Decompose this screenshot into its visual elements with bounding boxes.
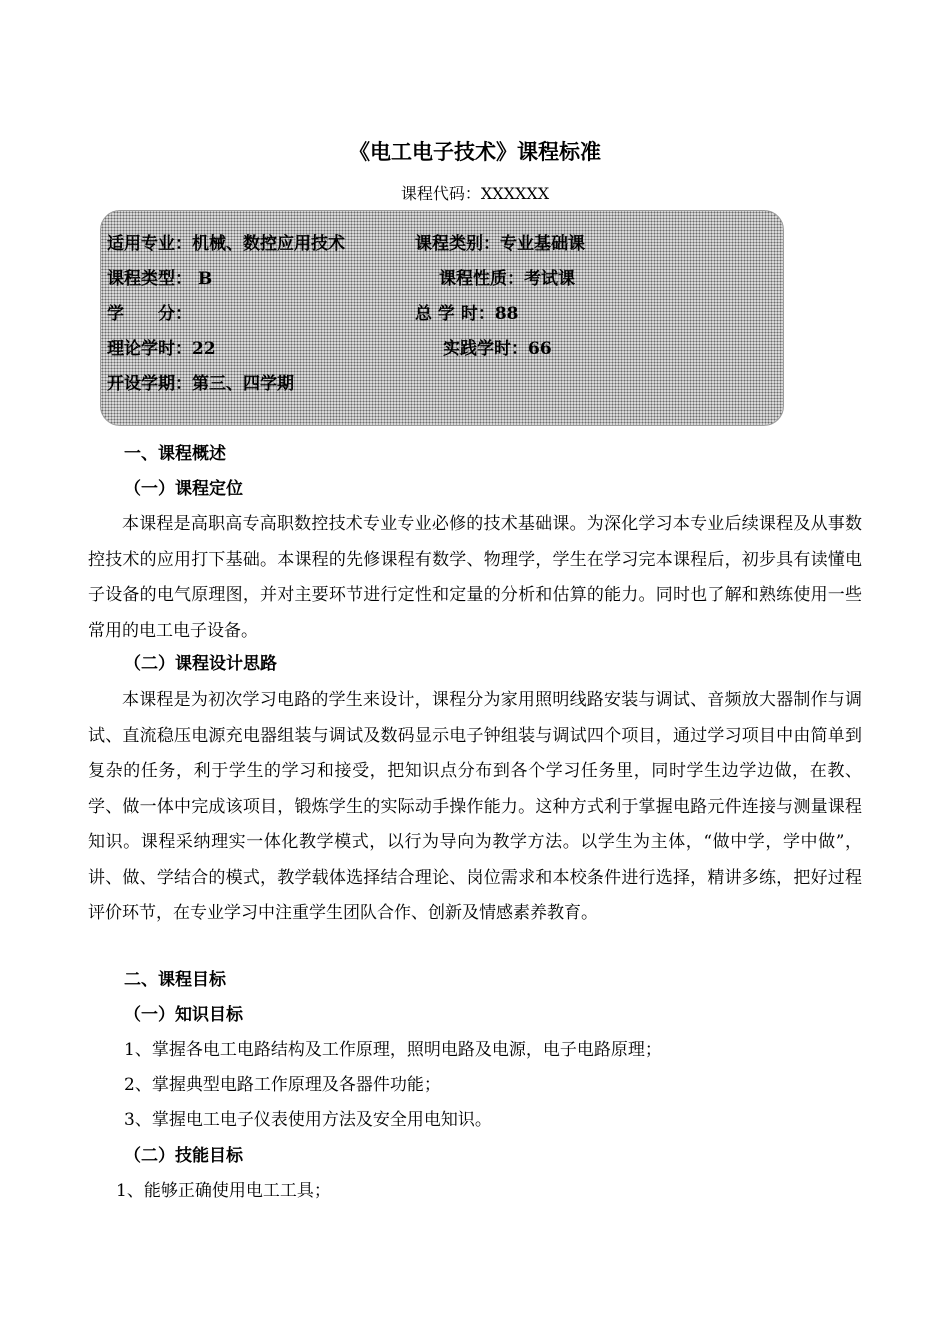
info-category: 课程类别：专业基础课: [415, 234, 585, 254]
info-row-4: [101, 335, 784, 363]
design-paragraph: 本课程是为初次学习电路的学生来设计，课程分为家用照明线路安装与调试、音频放大器制作与调试、直流稳压电源充电器组装与调试及数码显示电子钟组装与调试四个项目，通过学习项目中由简单到复杂的任务，利于学生的学习和接受，把知识点分布到各个学习任务里，同时学生边学边做，在教、学、做一体中完成该项目，锻炼学生的实际动手操作能力。这种方式利于掌握电路元件连接与测量课程知识。课程采纳理实一体化教学模式，以行为导向为教学方法。以学生为主体，“做中学，学中做”，讲、做、学结合的模式，教学载体选择结合理论、岗位需求和本校条件进行选择，精讲多练，把好过程评价环节，在专业学习中注重学生团队合作、创新及情感素养教育。: [88, 690, 862, 923]
info-row-2: [101, 265, 784, 293]
info-semester: 开设学期：第三、四学期: [107, 374, 294, 394]
info-row-5: [101, 370, 784, 398]
info-row-1: [101, 230, 784, 258]
course-info-box: [100, 210, 784, 426]
section-overview-heading: 一、课程概述: [124, 444, 226, 464]
positioning-paragraph: 本课程是高职高专高职数控技术专业专业必修的技术基础课。为深化学习本专业后续课程及从事数控技术的应用打下基础。本课程的先修课程有数学、物理学，学生在学习完本课程后，初步具有读懂电子设备的电气原理图，并对主要环节进行定性和定量的分析和估算的能力。同时也了解和熟练使用一些常用的电工电子设备。: [88, 514, 862, 641]
document-title: 《电工电子技术》课程标准: [349, 139, 601, 164]
info-major: 适用专业：机械、数控应用技术: [107, 234, 345, 254]
knowledge-item: 3、掌握电工电子仪表使用方法及安全用电知识。: [124, 1110, 492, 1130]
subsection-knowledge-heading: （一）知识目标: [124, 1005, 243, 1025]
subsection-positioning-heading: （一）课程定位: [124, 479, 243, 499]
info-practice-hours: 实践学时：66: [443, 339, 552, 359]
info-total-hours: 总 学 时：88: [415, 304, 519, 324]
subsection-skills-heading: （二）技能目标: [124, 1146, 243, 1166]
info-nature: 课程性质：考试课: [439, 269, 575, 289]
info-credit: 学 分：: [107, 304, 192, 324]
knowledge-item: 2、掌握典型电路工作原理及各器件功能；: [124, 1075, 441, 1095]
skills-item: 1、能够正确使用电工工具；: [116, 1181, 331, 1201]
subsection-design-heading: （二）课程设计思路: [124, 654, 277, 674]
info-row-3: [101, 300, 784, 328]
section-objectives-heading: 二、课程目标: [124, 970, 226, 990]
info-theory-hours: 理论学时：22: [107, 339, 216, 359]
course-code: 课程代码：XXXXXX: [400, 184, 550, 203]
knowledge-item: 1、掌握各电工电路结构及工作原理，照明电路及电源，电子电路原理；: [124, 1040, 662, 1060]
info-type: 课程类型： B: [107, 269, 213, 289]
